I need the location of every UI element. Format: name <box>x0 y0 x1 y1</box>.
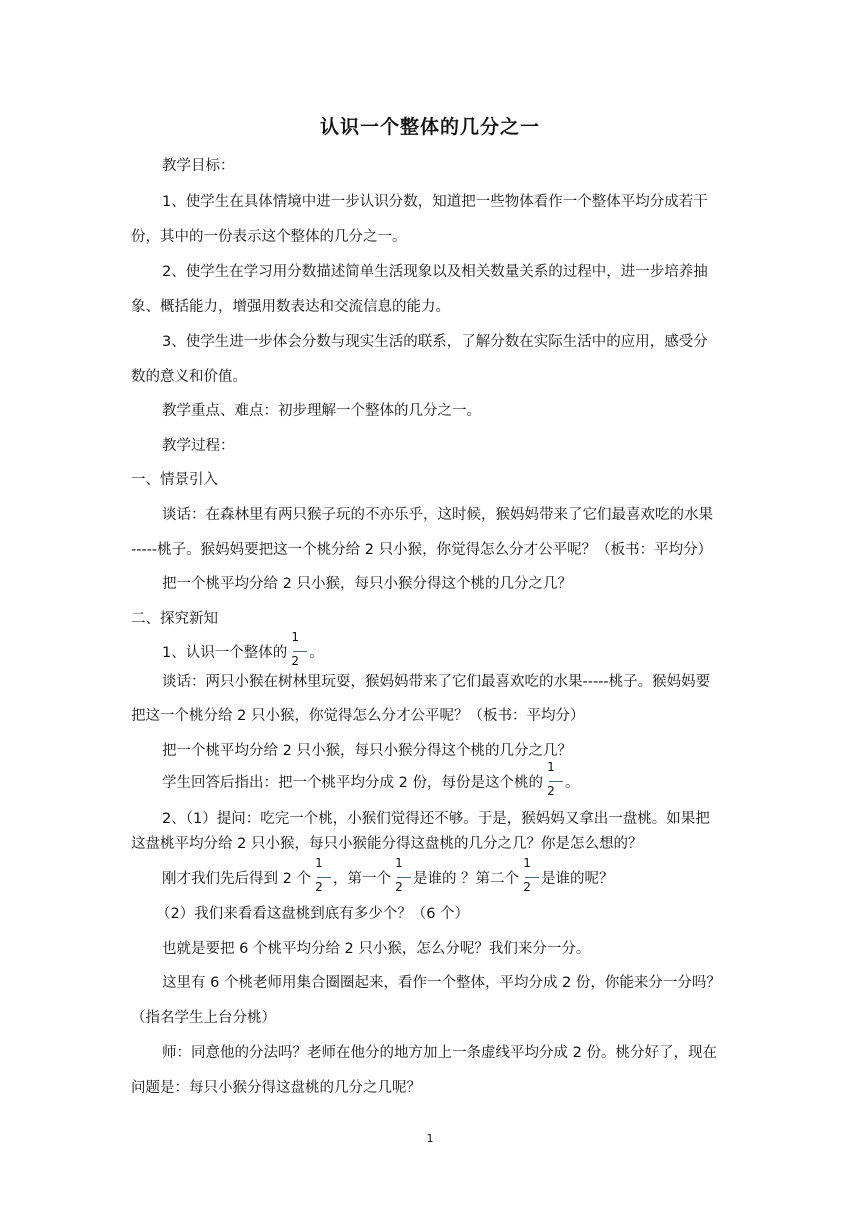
text-span: 1、认识一个整体的 <box>162 645 288 661</box>
fraction-bar <box>549 781 563 782</box>
fraction-bar <box>317 877 331 878</box>
fraction-bar <box>293 651 307 652</box>
paragraph-line: 谈话：两只小猴在树林里玩耍，猴妈妈带来了它们最喜欢吃的水果-----桃子。猴妈妈要 <box>162 674 711 690</box>
fraction-denominator: 2 <box>395 880 403 894</box>
text-span: 是谁的呢？ <box>541 871 614 887</box>
paragraph-line: -----桃子。猴妈妈要把这一个桃分给 2 只小猴，你觉得怎么分才公平呢？（板书：平均分） <box>131 542 713 558</box>
section-heading: 二、探究新知 <box>131 611 218 627</box>
paragraph-line: 师：同意他的分法吗？老师在他分的地方加上一条虚线平均分成 2 份。桃分好了，现在 <box>162 1045 717 1061</box>
fraction-numerator: 1 <box>523 856 531 870</box>
fraction-numerator: 1 <box>315 856 323 870</box>
paragraph-line: 也就是要把 6 个桃平均分给 2 只小猴，怎么分呢？我们来分一分。 <box>162 941 591 957</box>
paragraph-line: （2）我们来看看这盘桃到底有多少个？（6 个） <box>156 906 470 922</box>
text-span: 是谁的 ？第二个 <box>412 871 520 887</box>
fraction-denominator: 2 <box>315 880 323 894</box>
paragraph-line: 把一个桃平均分给 2 只小猴，每只小猴分得这个桃的几分之几？ <box>162 576 572 592</box>
text-span: 。 <box>564 775 580 791</box>
paragraph-line: 把一个桃平均分给 2 只小猴，每只小猴分得这个桃的几分之几？ <box>162 743 572 759</box>
paragraph-line: 2、使学生在学习用分数描述简单生活现象以及相关数量关系的过程中，进一步培养抽 <box>162 264 708 280</box>
fraction-denominator: 2 <box>291 654 300 668</box>
fraction-one-half <box>393 856 411 896</box>
paragraph-line: 1、使学生在具体情境中进一步认识分数，知道把一些物体看作一个整体平均分成若干 <box>162 194 708 210</box>
paragraph-line: 教学过程： <box>162 438 235 454</box>
fraction-bar <box>397 877 411 878</box>
fraction-bar <box>525 877 539 878</box>
fraction-one-half <box>289 630 307 670</box>
paragraph-line: 2、（1）提问：吃完一个桃，小猴们觉得还不够。于是，猴妈妈又拿出一盘桃。如果把 <box>162 811 710 827</box>
text-span: 学生回答后指出：把一个桃平均分成 2 份，每份是这个桃的 <box>162 775 543 791</box>
paragraph-line <box>162 630 324 670</box>
paragraph-line: 份，其中的一份表示这个整体的几分之一。 <box>131 229 407 245</box>
page-number: 1 <box>426 1132 434 1145</box>
paragraph-line: 象、概括能力，增强用数表达和交流信息的能力。 <box>131 299 450 315</box>
paragraph-line: （指名学生上台分桃） <box>131 1010 276 1026</box>
paragraph-line: 教学目标： <box>162 158 235 174</box>
text-span: ，第一个 <box>332 871 391 887</box>
fraction-numerator: 1 <box>395 856 403 870</box>
paragraph-line: 这盘桃平均分给 2 只小猴，每只小猴能分得这盘桃的几分之几？你是怎么想的？ <box>131 836 643 852</box>
paragraph-line: 教学重点、难点：初步理解一个整体的几分之一。 <box>162 403 481 419</box>
paragraph-line: 把这一个桃分给 2 只小猴，你觉得怎么分才公平呢？（板书：平均分） <box>131 708 585 724</box>
paragraph-line: 谈话：在森林里有两只猴子玩的不亦乐乎，这时候，猴妈妈带来了它们最喜欢吃的水果 <box>162 507 713 523</box>
fraction-numerator: 1 <box>291 630 300 644</box>
paragraph-line: 数的意义和价值。 <box>131 369 247 385</box>
paragraph-line: 问题是：每只小猴分得这盘桃的几分之几呢？ <box>131 1080 421 1096</box>
document-title: 认识一个整体的几分之一 <box>319 116 540 138</box>
text-span: 。 <box>309 645 324 661</box>
fraction-numerator: 1 <box>547 760 555 774</box>
fraction-denominator: 2 <box>523 880 531 894</box>
fraction-one-half <box>313 856 331 896</box>
paragraph-line: 这里有 6 个桃老师用集合圈圈起来，看作一个整体，平均分成 2 份，你能来分一分吗？ <box>162 975 721 991</box>
fraction-one-half <box>545 760 563 800</box>
text-span: 刚才我们先后得到 2 个 <box>162 871 311 887</box>
paragraph-line <box>162 856 614 896</box>
paragraph-line <box>162 760 580 800</box>
paragraph-line: 3、使学生进一步体会分数与现实生活的联系，了解分数在实际生活中的应用，感受分 <box>162 334 708 350</box>
fraction-one-half <box>521 856 539 896</box>
section-heading: 一、情景引入 <box>131 472 218 488</box>
fraction-denominator: 2 <box>547 784 555 798</box>
